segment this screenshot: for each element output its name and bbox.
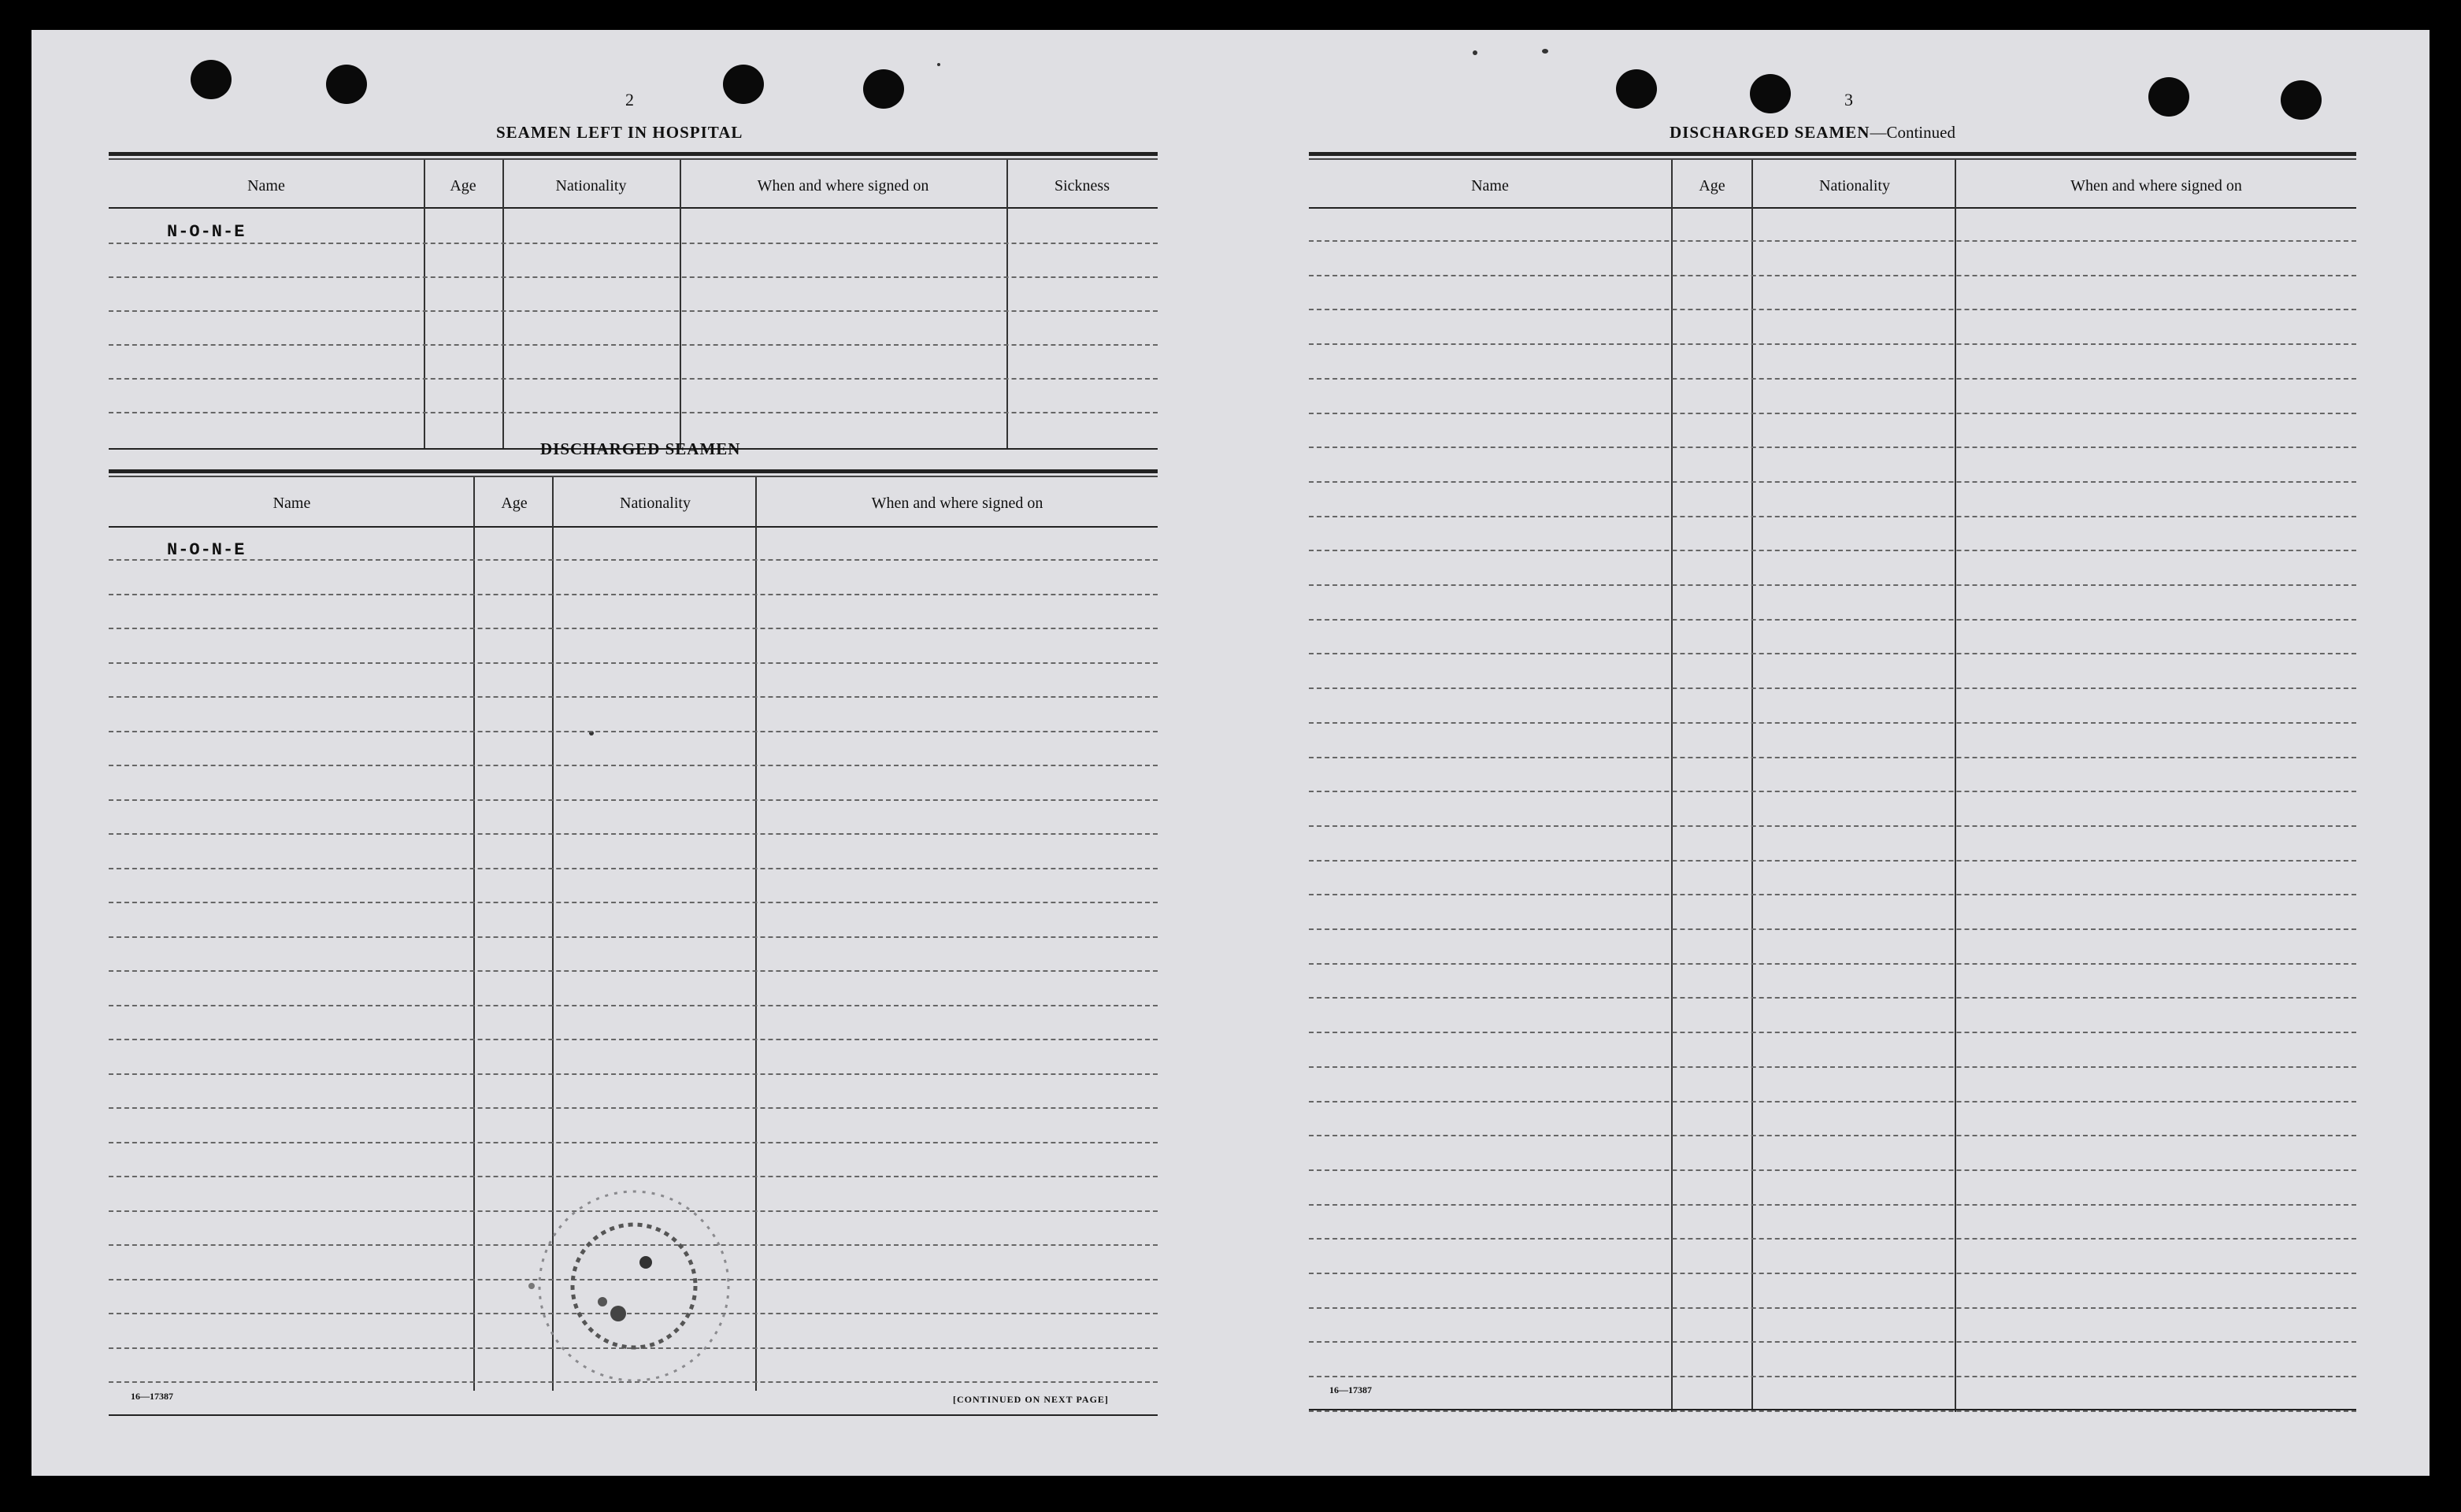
column-divider (680, 160, 681, 450)
row-rule (109, 902, 1158, 903)
row-rule (109, 628, 1158, 629)
column-divider (424, 160, 425, 450)
row-rule (109, 696, 1158, 698)
row-rule (1309, 860, 2356, 862)
row-rule (109, 662, 1158, 664)
row-rule (1309, 550, 2356, 551)
row-rule (1309, 687, 2356, 689)
table-top-border (1309, 152, 2356, 156)
row-rule (1309, 963, 2356, 965)
row-rule (109, 1039, 1158, 1040)
ledger-sheet (32, 30, 2429, 1476)
row-rule (1309, 722, 2356, 724)
header-underline (1309, 207, 2356, 209)
left-form-number: 16—17387 (131, 1391, 173, 1402)
row-rule (1309, 1376, 2356, 1377)
column-divider (473, 477, 475, 1391)
row-rule (1309, 997, 2356, 999)
row-rule (1309, 1341, 2356, 1343)
row-rule (109, 1107, 1158, 1109)
discharged-continued-table (1309, 152, 2356, 1412)
column-header-nationality: Nationality (555, 177, 627, 195)
row-rule (109, 970, 1158, 972)
row-rule (109, 765, 1158, 766)
row-rule (109, 1005, 1158, 1006)
column-header-name: Name (272, 495, 311, 512)
right-section-title-main: DISCHARGED SEAMEN (1670, 123, 1870, 142)
row-rule (1309, 757, 2356, 758)
row-rule (109, 868, 1158, 869)
table-bottom-border (109, 1414, 1158, 1416)
column-header-nationality: Nationality (620, 495, 691, 512)
row-rule (109, 310, 1158, 312)
faint-circular-stamp (484, 1176, 736, 1396)
row-rule (109, 1142, 1158, 1143)
speck (937, 63, 940, 66)
row-rule (1309, 309, 2356, 310)
row-rule (109, 243, 1158, 244)
punch-hole (1750, 74, 1791, 113)
column-divider (502, 160, 504, 450)
hospital-table (109, 152, 1158, 450)
row-rule (1309, 516, 2356, 517)
right-section-title (1670, 123, 1955, 143)
row-rule (1309, 1307, 2356, 1309)
column-divider (1751, 160, 1753, 1412)
row-rule (1309, 1135, 2356, 1136)
row-rule (1309, 825, 2356, 827)
punch-hole (723, 65, 764, 104)
discharged-entry-none: N-O-N-E (167, 540, 246, 560)
table-top-border-thin (109, 476, 1158, 477)
discharged-section-title: DISCHARGED SEAMEN (540, 439, 741, 458)
row-rule (1309, 584, 2356, 586)
speck (1473, 50, 1477, 55)
table-top-border (109, 152, 1158, 156)
row-rule (1309, 1066, 2356, 1068)
row-rule (1309, 1238, 2356, 1240)
row-rule (1309, 894, 2356, 895)
speck (1542, 49, 1548, 54)
column-header-sickness: Sickness (1054, 177, 1110, 195)
column-header-name: Name (1471, 177, 1509, 195)
row-rule (109, 936, 1158, 938)
row-rule (109, 833, 1158, 835)
row-rule (1309, 275, 2356, 276)
row-rule (1309, 1204, 2356, 1206)
column-header-age: Age (501, 495, 528, 512)
table-top-border-thin (1309, 158, 2356, 160)
punch-hole (326, 65, 367, 104)
punch-hole (191, 60, 232, 99)
punch-hole (2281, 80, 2322, 120)
right-page-number: 3 (1844, 90, 1853, 109)
column-divider (1955, 160, 1956, 1412)
row-rule (1309, 791, 2356, 792)
row-rule (1309, 619, 2356, 621)
row-rule (1309, 1410, 2356, 1412)
hospital-entry-none: N-O-N-E (167, 222, 246, 242)
row-rule (109, 276, 1158, 278)
column-header-signed-on: When and where signed on (757, 177, 929, 195)
table-top-border-thin (109, 158, 1158, 160)
row-rule (1309, 1032, 2356, 1033)
table-top-border (109, 469, 1158, 473)
header-underline (109, 207, 1158, 209)
row-rule (109, 412, 1158, 413)
row-rule (1309, 1101, 2356, 1102)
column-header-signed-on: When and where signed on (2070, 177, 2242, 195)
row-rule (109, 559, 1158, 561)
punch-hole (863, 69, 904, 109)
row-rule (109, 731, 1158, 732)
row-rule (1309, 1273, 2356, 1274)
hospital-section-title: SEAMEN LEFT IN HOSPITAL (496, 123, 743, 142)
column-divider (1006, 160, 1008, 450)
left-page-number: 2 (625, 90, 634, 109)
punch-hole (1616, 69, 1657, 109)
row-rule (1309, 1169, 2356, 1171)
row-rule (1309, 447, 2356, 448)
right-section-title-suffix: —Continued (1870, 123, 1955, 142)
column-header-age: Age (1699, 177, 1725, 195)
header-underline (109, 526, 1158, 528)
column-header-name: Name (247, 177, 285, 195)
punch-hole (2148, 77, 2189, 117)
row-rule (1309, 378, 2356, 380)
continued-on-next-page-note: [CONTINUED ON NEXT PAGE] (953, 1394, 1109, 1405)
row-rule (109, 378, 1158, 380)
row-rule (1309, 240, 2356, 242)
row-rule (1309, 481, 2356, 483)
row-rule (1309, 343, 2356, 345)
row-rule (109, 1073, 1158, 1075)
column-header-signed-on: When and where signed on (871, 495, 1043, 512)
column-header-age: Age (450, 177, 476, 195)
row-rule (109, 344, 1158, 346)
right-form-number: 16—17387 (1329, 1384, 1372, 1395)
column-divider (755, 477, 757, 1391)
row-rule (1309, 413, 2356, 414)
column-header-nationality: Nationality (1819, 177, 1890, 195)
row-rule (1309, 653, 2356, 654)
column-divider (1671, 160, 1673, 1412)
row-rule (109, 594, 1158, 595)
row-rule (109, 799, 1158, 801)
row-rule (1309, 928, 2356, 930)
